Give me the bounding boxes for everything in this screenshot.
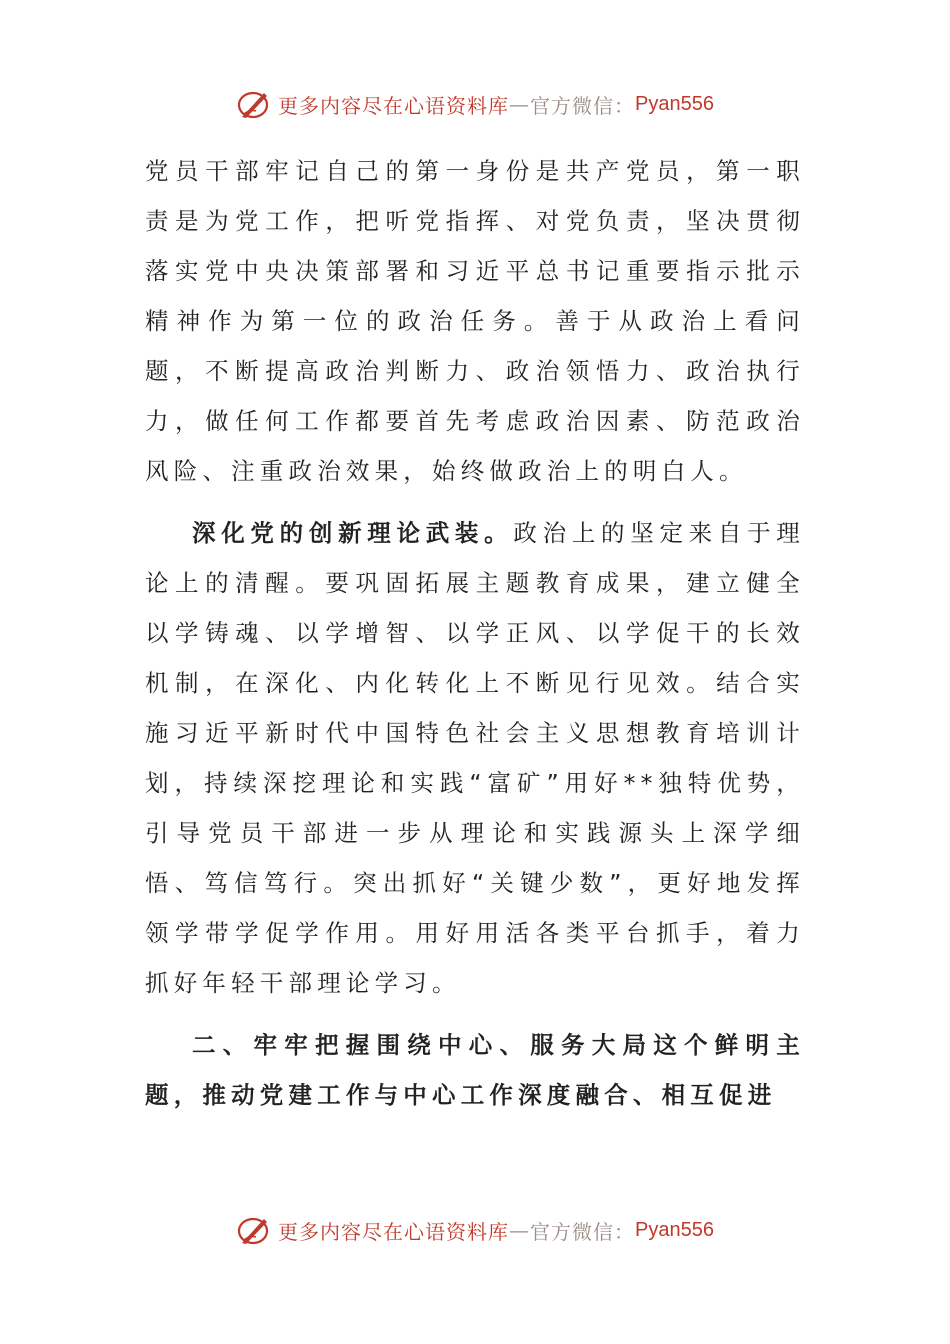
banner-dash: — [509, 92, 531, 116]
paragraph-2-text: 政治上的坚定来自于理论上的清醒。要巩固拓展主题教育成果，建立健全以学铸魂、以学增智、以学正风、以学促干的长效机制，在深化、内化转化上不断见行见效。结合实施习近平新时代中国特色社会主义思想教育培训计划，持续深挖理论和实践“富矿”用好**独特优势，引导党员干部进一步从理论和实践源头上深学细悟、笃信笃行。突出抓好“关键少数”，更好地发挥领学带学促学作用。用好用活各类平台抓手，着力抓好年轻干部理论学习。 [145, 519, 806, 997]
official-label: 官方微信： [530, 1219, 636, 1244]
site-name: 更多内容尽在心语资料库 [278, 93, 510, 118]
banner-dash: — [509, 1218, 531, 1242]
site-name: 更多内容尽在心语资料库 [278, 1219, 510, 1244]
official-label: 官方微信： [530, 93, 636, 118]
header-banner [0, 84, 950, 124]
quill-pen-logo-icon [236, 87, 272, 121]
paragraph-1: 党员干部牢记自己的第一身份是共产党员，第一职责是为党工作，把听党指挥、对党负责，坚决贯彻落实党中央决策部署和习近平总书记重要指示批示精神作为第一位的政治任务。善于从政治上看问题，不断提高政治判断力、政治领悟力、政治执行力，做任何工作都要首先考虑政治因素、防范政治风险、注重政治效果，始终做政治上的明白人。 [145, 157, 805, 485]
wechat-id: Pyan556 [635, 1218, 714, 1241]
paragraph-2-lead: 深化党的创新理论武装。 [192, 519, 514, 547]
wechat-id: Pyan556 [635, 92, 714, 115]
quill-pen-logo-icon [236, 1213, 272, 1247]
document-body [145, 146, 805, 1120]
paragraph-2 [145, 508, 805, 1008]
footer-banner [0, 1210, 950, 1250]
section-heading-2: 二、牢牢把握围绕中心、服务大局这个鲜明主题，推动党建工作与中心工作深度融合、相互促进 [145, 1031, 805, 1109]
